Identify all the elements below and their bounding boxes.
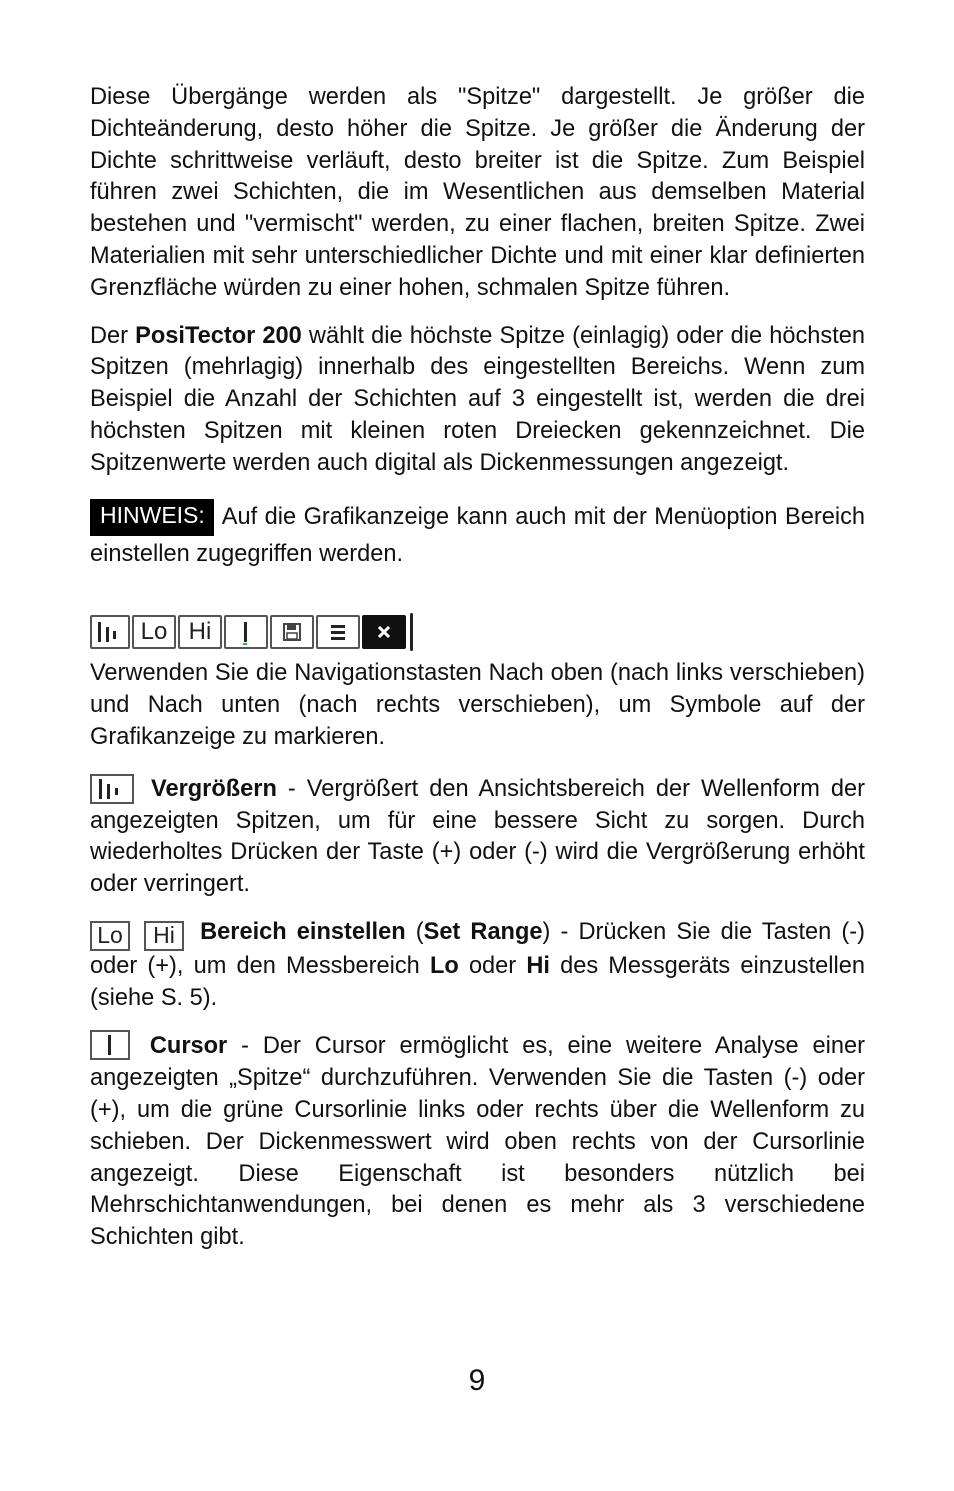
range-lo-icon-label: Lo (97, 921, 123, 948)
range-text-a: ) - Drücken Sie die Tasten (-) oder (+), um den Messbereich (90, 918, 865, 979)
range-lo: Lo (429, 952, 459, 979)
zoom-title: Vergrößern (151, 775, 277, 802)
paragraph-positector (90, 321, 865, 480)
note-label: HINWEIS: (90, 499, 214, 536)
p2-lead: Der (90, 322, 136, 349)
lo-icon-label: Lo (140, 618, 168, 646)
zoom-inline-icon (90, 774, 134, 804)
zoom-paragraph (90, 774, 865, 901)
graph-toolbar (90, 612, 865, 652)
lo-icon (132, 615, 176, 649)
p2-rest: wählt die höchste Spitze (einlagig) oder die höchsten Spitzen (mehrlagig) innerhalb des eingestellten Bereichs. Wenn zum Beispiel die Anzahl der Schichten auf 3 eingestellt ist, werden die drei höchsten Spitzen mit kleinen roten Dreiecken gekennzeichnet. Die Spitzenwerte werden auch digital als Dickenmessungen angezeigt. (90, 322, 866, 476)
range-hi: Hi (526, 952, 550, 979)
cursor-title: Cursor (149, 1033, 228, 1060)
hi-icon (178, 615, 222, 649)
range-title: Bereich einstellen (200, 918, 406, 945)
range-title-en: Set Range (423, 918, 543, 945)
page-content (90, 82, 865, 1254)
cursor-text: - Der Cursor ermöglicht es, eine weitere Analyse einer angezeigten „Spitze“ durchzuführen. Verwenden Sie die Tasten (-) oder (+), um die grüne Cursorlinie links oder rechts über die Wellenform zu schieben. Der Dickenmesswert wird oben rechts von der Cursorlinie angezeigt. Diese Eigenschaft ist besonders nützlich bei Mehrschichtanwendungen, bei denen es mehr als 3 verschiedene Schichten gibt. (90, 1033, 865, 1251)
menu-icon (316, 615, 360, 649)
navigation-text: Verwenden Sie die Navigationstasten Nach oben (nach links verschieben) und Nach unten (nach rechts verschieben), um Symbole auf der Grafikanzeige zu markieren. (90, 660, 865, 750)
paragraph-peaks: Diese Übergänge werden als "Spitze" dargestellt. Je größer die Dichteänderung, desto höher die Spitze. Je größer die Änderung der Dichte schrittweise verläuft, desto breiter ist die Spitze. Zum Beispiel führen zwei Schichten, die im Wesentlichen aus demselben Material bestehen und "vermischt" werden, zu einer flachen, breiten Spitze. Zwei Materialien mit sehr unterschiedlicher Dichte und mit einer klar definierten Grenzfläche würden zu einer hohen, schmalen Spitze führen. (90, 84, 865, 301)
range-text-c: des Messgeräts einzustellen (siehe S. 5). (90, 952, 865, 1011)
toolbar-divider (410, 613, 413, 651)
product-name: PosiTector 200 (135, 322, 302, 349)
range-hi-icon (144, 921, 184, 951)
cursor-paragraph (90, 1030, 865, 1254)
range-hi-icon-label: Hi (153, 921, 175, 948)
range-text-b: oder (458, 952, 527, 979)
save-icon (270, 615, 314, 649)
zoom-icon (90, 615, 130, 649)
range-lo-icon (90, 921, 130, 951)
note-text: Auf die Grafikanzeige kann auch mit der Menüoption Bereich einstellen zugegriffen werden. (90, 503, 865, 567)
note-paragraph (90, 502, 865, 571)
zoom-text: - Vergrößert den Ansichtsbereich der Wellenform der angezeigten Spitzen, um für eine bessere Sicht zu sorgen. Durch wiederholtes Drücken der Taste (+) oder (-) wird die Vergrößerung erhöht oder verringert. (90, 775, 865, 898)
hi-icon-label: Hi (188, 618, 212, 646)
range-open-paren: ( (405, 918, 424, 945)
cursor-icon (224, 615, 268, 649)
cursor-inline-icon (90, 1030, 130, 1060)
page-number: 9 (468, 1364, 486, 1397)
range-paragraph (90, 917, 865, 1014)
close-icon (362, 615, 406, 649)
